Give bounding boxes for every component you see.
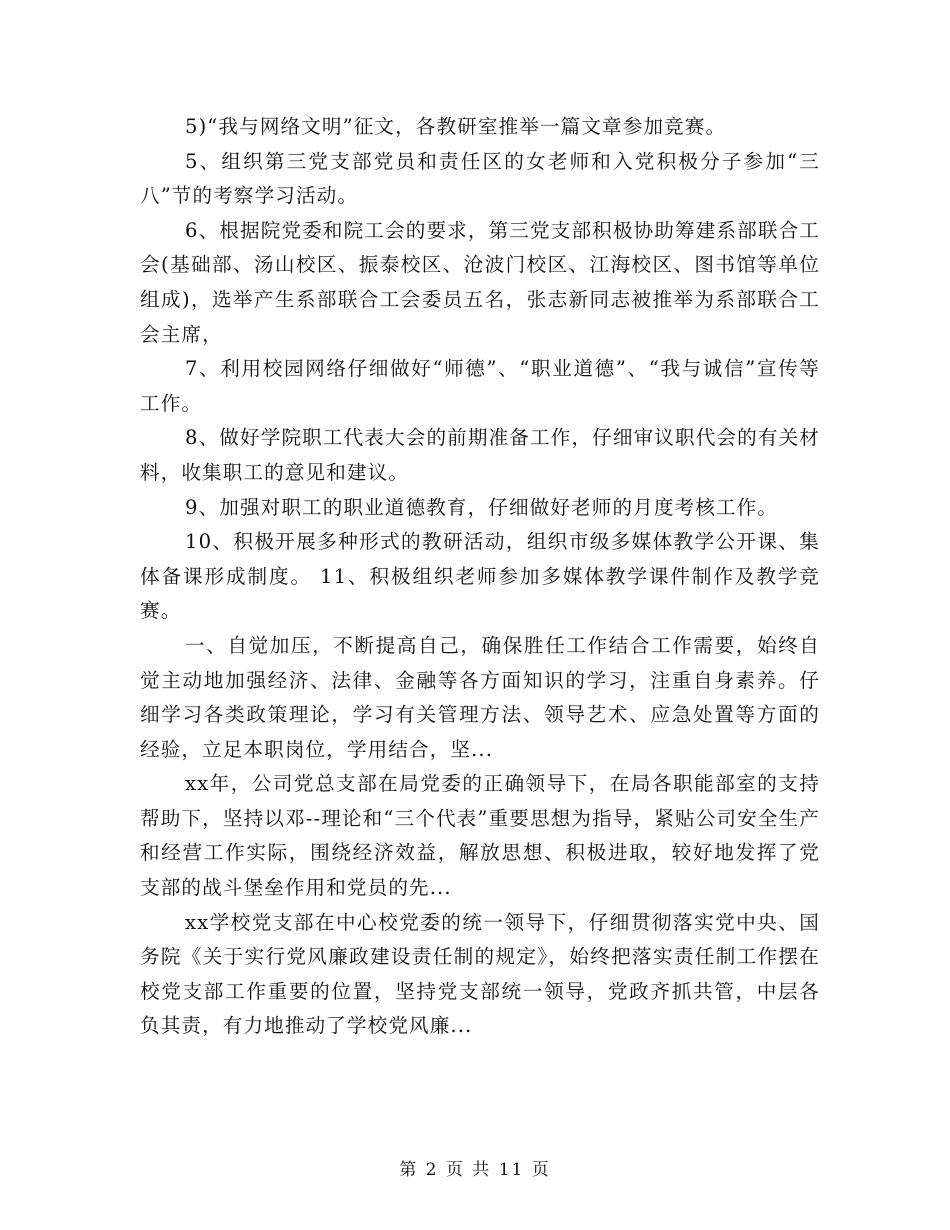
- paragraph: 10、积极开展多种形式的教研活动，组织市级多媒体教学公开课、集体备课形成制度。 11、积极组织老师参加多媒体教学课件制作及教学竞赛。: [140, 530, 820, 623]
- document-body: [140, 110, 820, 1044]
- paragraph: 6、根据院党委和院工会的要求，第三党支部积极协助筹建系部联合工会(基础部、汤山校区、振泰校区、沧波门校区、江海校区、图书馆等单位组成)，选举产生系部联合工会委员五名，张志新同志被推举为系部联合工会主席，: [140, 218, 820, 346]
- paragraph: xx学校党支部在中心校党委的统一领导下，仔细贯彻落实党中央、国务院《关于实行党风廉政建设责任制的规定》，始终把落实责任制工作摆在校党支部工作重要的位置，坚持党支部统一领导，党政齐抓共管，中层各负其责，有力地推动了学校党风廉...: [140, 910, 820, 1038]
- paragraph: 9、加强对职工的职业道德教育，仔细做好老师的月度考核工作。: [185, 495, 778, 519]
- paragraph: 7、利用校园网络仔细做好“师德”、“职业道德”、“我与诚信”宣传等工作。: [140, 357, 820, 415]
- paragraph: 8、做好学院职工代表大会的前期准备工作，仔细审议职代会的有关材料，收集职工的意见和建议。: [140, 426, 820, 484]
- page-number-footer: 第 2 页 共 11 页: [399, 1160, 551, 1180]
- paragraph: 5、组织第三党支部党员和责任区的女老师和入党积极分子参加“三八”节的考察学习活动。: [140, 149, 820, 208]
- paragraph: xx年，公司党总支部在局党委的正确领导下，在局各职能部室的支持帮助下，坚持以邓--理论和“三个代表”重要思想为指导，紧贴公司安全生产和经营工作实际，围绕经济效益，解放思想、积极进取，较好地发挥了党支部的战斗堡垒作用和党员的先...: [140, 772, 820, 900]
- paragraph: 一、自觉加压，不断提高自己，确保胜任工作结合工作需要，始终自觉主动地加强经济、法律、金融等各方面知识的学习，注重自身素养。仔细学习各类政策理论，学习有关管理方法、领导艺术、应急处置等方面的经验，立足本职岗位，学用结合，坚...: [140, 633, 820, 761]
- paragraph: 5)“我与网络文明”征文，各教研室推举一篇文章参加竞赛。: [185, 115, 727, 138]
